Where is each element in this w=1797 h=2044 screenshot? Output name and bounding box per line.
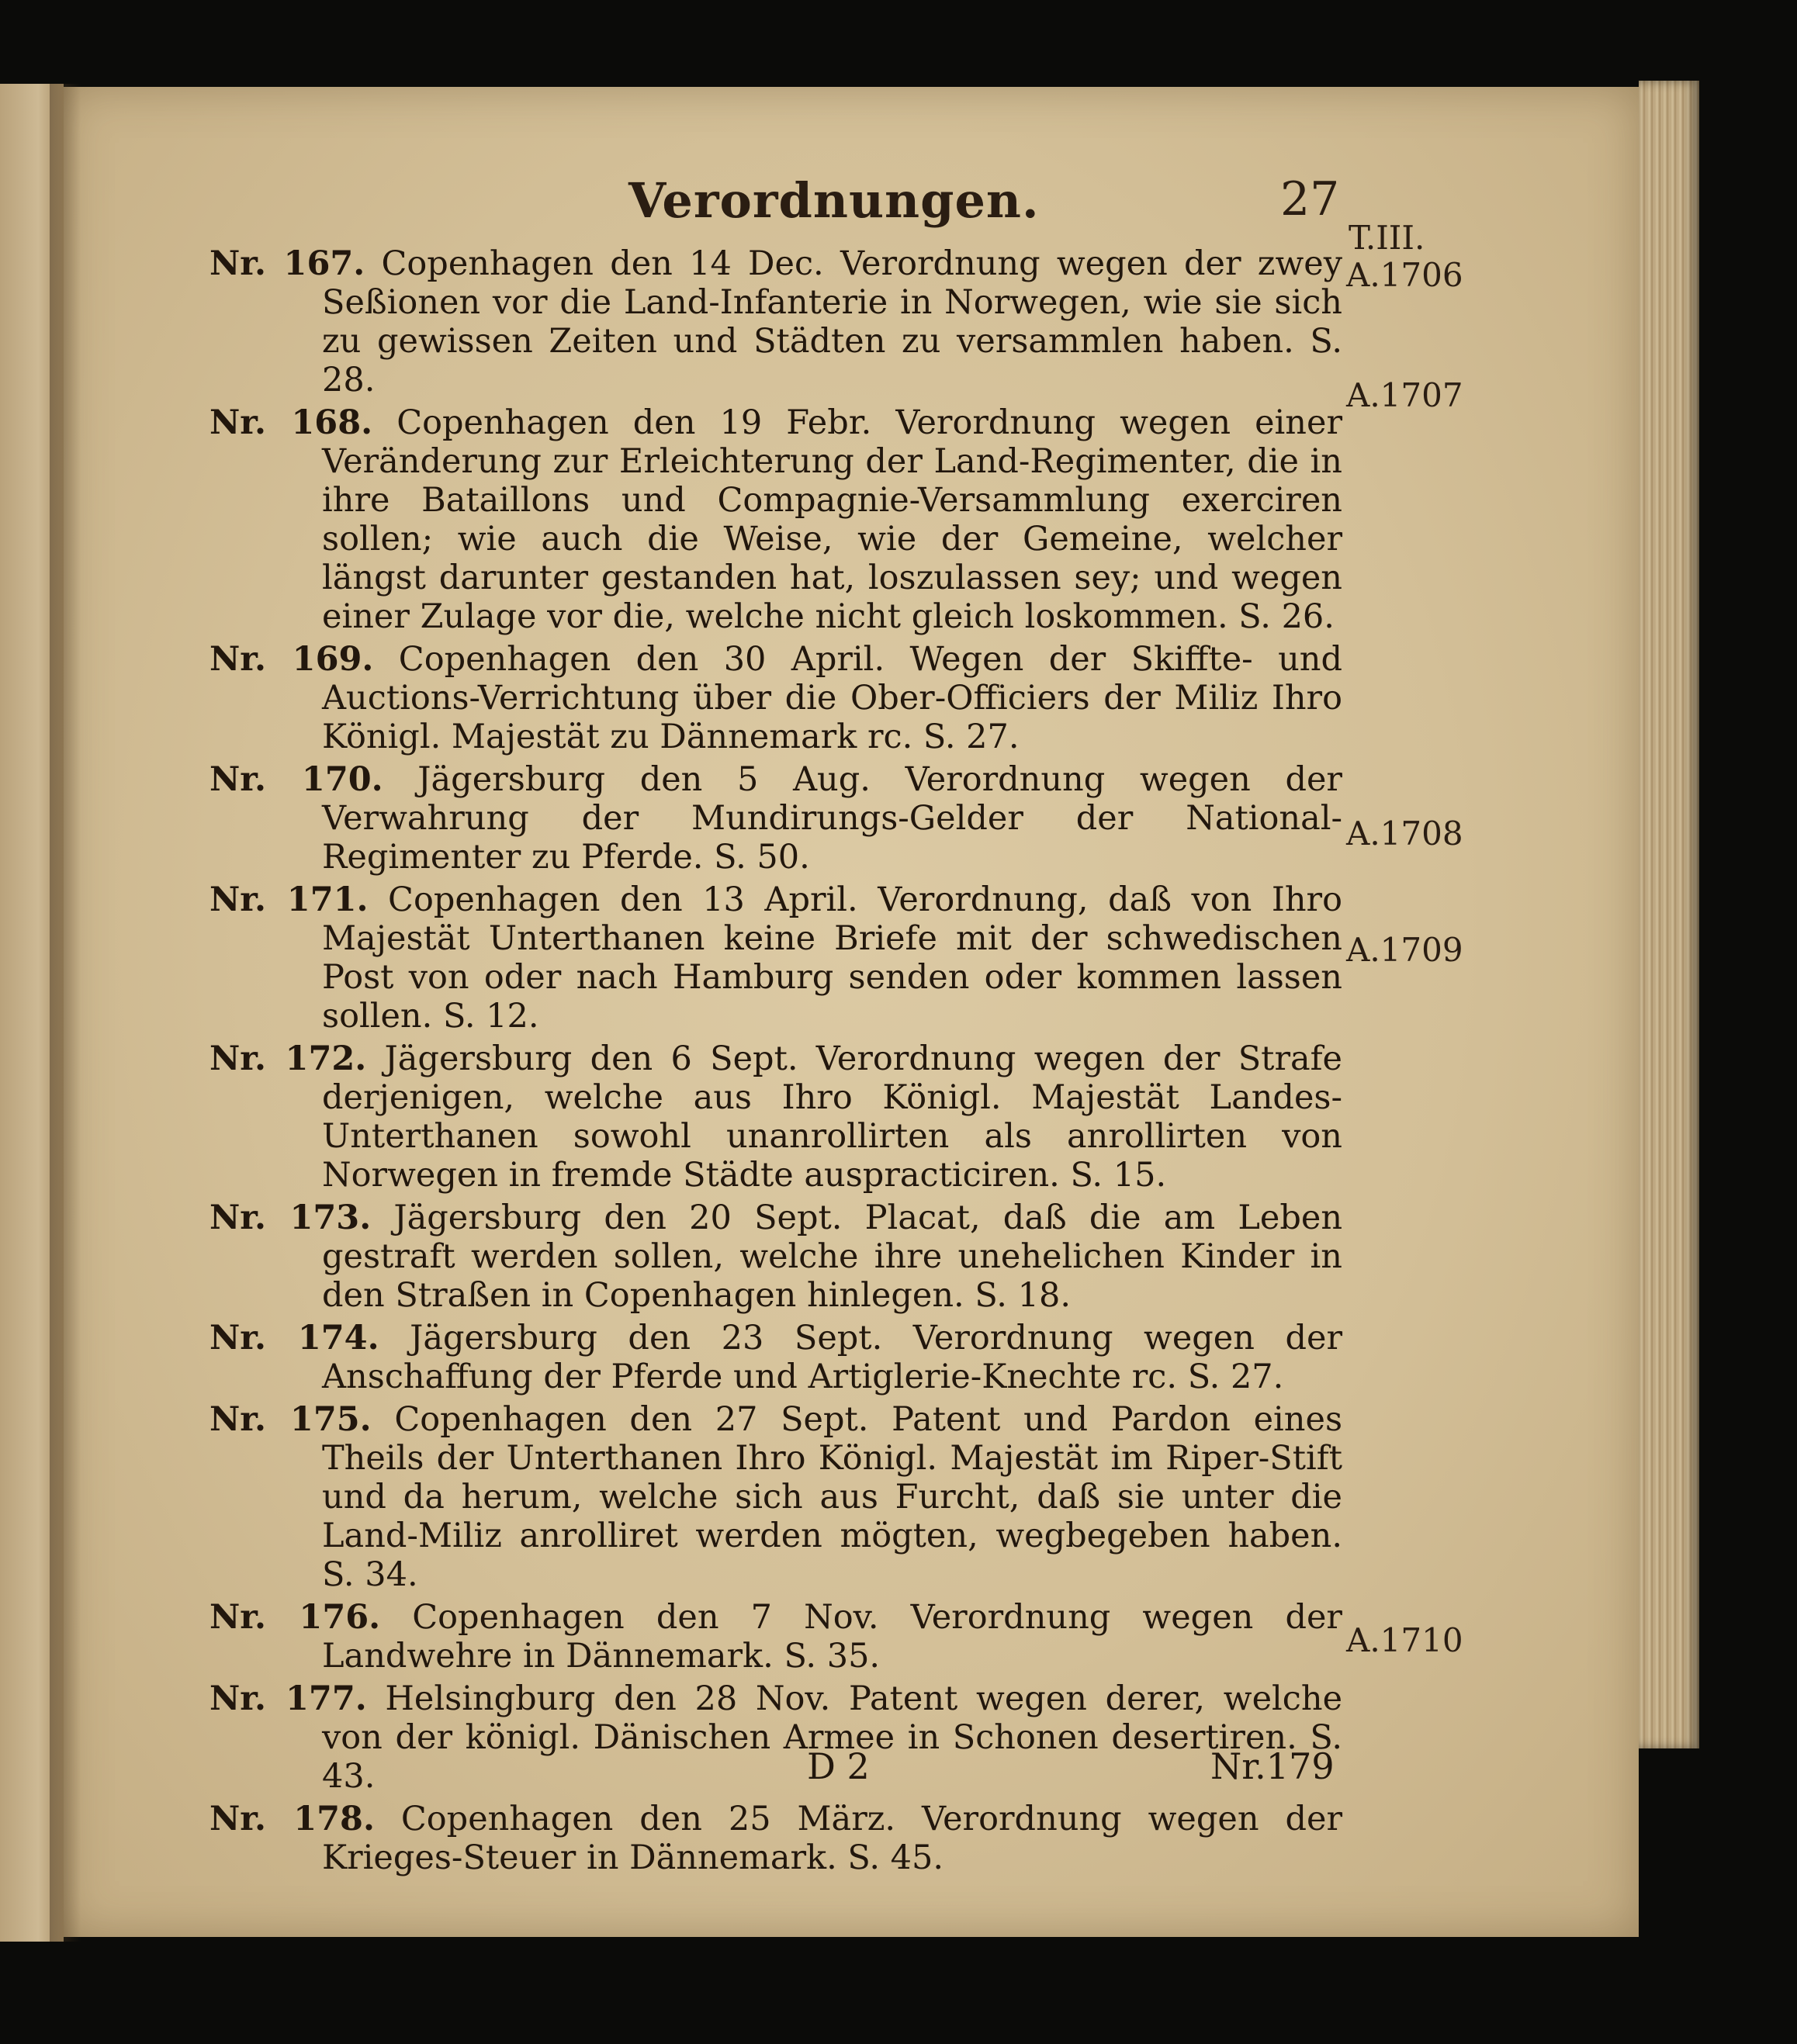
list-item xyxy=(209,760,1342,877)
list-item xyxy=(209,640,1342,756)
running-head: Verordnungen. xyxy=(628,172,1040,229)
entry-number: Nr. 175. xyxy=(209,1400,372,1439)
entry-text: Jägersburg den 23 Sept. Verordnung wegen der Anschaffung der Pferde und Artiglerie-Knechte rc. S. 27. xyxy=(322,1319,1343,1396)
ordinance-list xyxy=(209,244,1342,1881)
list-item xyxy=(209,403,1342,636)
entry-number: Nr. 171. xyxy=(209,880,369,919)
entry-number: Nr. 170. xyxy=(209,760,383,799)
entry-number: Nr. 176. xyxy=(209,1598,381,1637)
entry-number: Nr. 172. xyxy=(209,1039,367,1078)
list-item xyxy=(209,1319,1342,1396)
entry-number: Nr. 178. xyxy=(209,1800,375,1838)
list-item xyxy=(209,1198,1342,1315)
margin-note-year: A.1710 xyxy=(1346,1621,1463,1659)
list-item xyxy=(209,1679,1342,1796)
entry-number: Nr. 173. xyxy=(209,1198,372,1237)
entry-text: Copenhagen den 25 März. Verordnung wegen der Krieges-Steuer in Dännemark. S. 45. xyxy=(322,1800,1342,1877)
entry-text: Jägersburg den 20 Sept. Placat, daß die am Leben gestraft werden sollen, welche ihre unehelichen Kinder in den Straßen in Copenhagen hinlegen. S. 18. xyxy=(322,1198,1343,1315)
margin-note-volume: T.III. xyxy=(1349,219,1425,257)
signature-mark: D 2 xyxy=(807,1745,870,1787)
list-item xyxy=(209,880,1342,1036)
entry-text: Jägersburg den 6 Sept. Verordnung wegen der Strafe derjenigen, welche aus Ihro Königl. Majestät Landes-Unterthanen sowohl unanrollirten als anrollirten von Norwegen in fremde Städte auspracticiren. S. 15. xyxy=(322,1039,1342,1195)
entry-text: Copenhagen den 27 Sept. Patent und Pardon eines Theils der Unterthanen Ihro Königl. Majestät im Riper-Stift und da herum, welche sich aus Furcht, daß sie unter die Land-Miliz anrolliret werden mögten, wegbegeben haben. S. 34. xyxy=(322,1400,1343,1594)
gutter-shadow xyxy=(50,84,81,1942)
margin-note-year: A.1709 xyxy=(1346,931,1463,969)
list-item xyxy=(209,244,1342,399)
entry-text: Jägersburg den 5 Aug. Verordnung wegen der Verwahrung der Mundirungs-Gelder der National-Regimenter zu Pferde. S. 50. xyxy=(322,760,1342,877)
entry-text: Copenhagen den 19 Febr. Verordnung wegen einer Veränderung zur Erleichterung der Land-Regimenter, die in ihre Bataillons und Compagnie-Versammlung exerciren sollen; wie auch die Weise, wie der Gemeine, welcher längst darunter gestanden hat, loszulassen sey; und wegen einer Zulage vor die, welche nicht gleich loskommen. S. 26. xyxy=(322,403,1343,636)
margin-note-year: A.1707 xyxy=(1346,376,1463,414)
catchword: Nr.179 xyxy=(1210,1745,1335,1787)
entry-number: Nr. 169. xyxy=(209,640,374,679)
entry-text: Helsingburg den 28 Nov. Patent wegen derer, welche von der königl. Dänischen Armee in Schonen desertiren. S. 43. xyxy=(322,1679,1343,1796)
entry-text: Copenhagen den 13 April. Verordnung, daß von Ihro Majestät Unterthanen keine Briefe mit der schwedischen Post von oder nach Hamburg senden oder kommen lassen sollen. S. 12. xyxy=(322,880,1342,1036)
margin-note-year: A.1708 xyxy=(1346,814,1463,853)
entry-text: Copenhagen den 7 Nov. Verordnung wegen der Landwehre in Dännemark. S. 35. xyxy=(322,1598,1342,1676)
list-item xyxy=(209,1598,1342,1676)
entry-text: Copenhagen den 30 April. Wegen der Skiffte- und Auctions-Verrichtung über die Ober-Officiers der Miliz Ihro Königl. Majestät zu Dännemark rc. S. 27. xyxy=(322,640,1342,756)
page-stack-edges xyxy=(1639,81,1699,1748)
margin-note-year: A.1706 xyxy=(1346,256,1463,294)
entry-number: Nr. 168. xyxy=(209,403,373,442)
list-item xyxy=(209,1800,1342,1877)
page-number: 27 xyxy=(1280,172,1340,227)
list-item xyxy=(209,1400,1342,1594)
entry-number: Nr. 167. xyxy=(209,244,365,283)
entry-number: Nr. 174. xyxy=(209,1319,379,1357)
list-item xyxy=(209,1039,1342,1195)
entry-number: Nr. 177. xyxy=(209,1679,367,1718)
entry-text: Copenhagen den 14 Dec. Verordnung wegen der zwey Seßionen vor die Land-Infanterie in Norwegen, wie sie sich zu gewissen Zeiten und Städten zu versammlen haben. S. 28. xyxy=(322,244,1342,399)
